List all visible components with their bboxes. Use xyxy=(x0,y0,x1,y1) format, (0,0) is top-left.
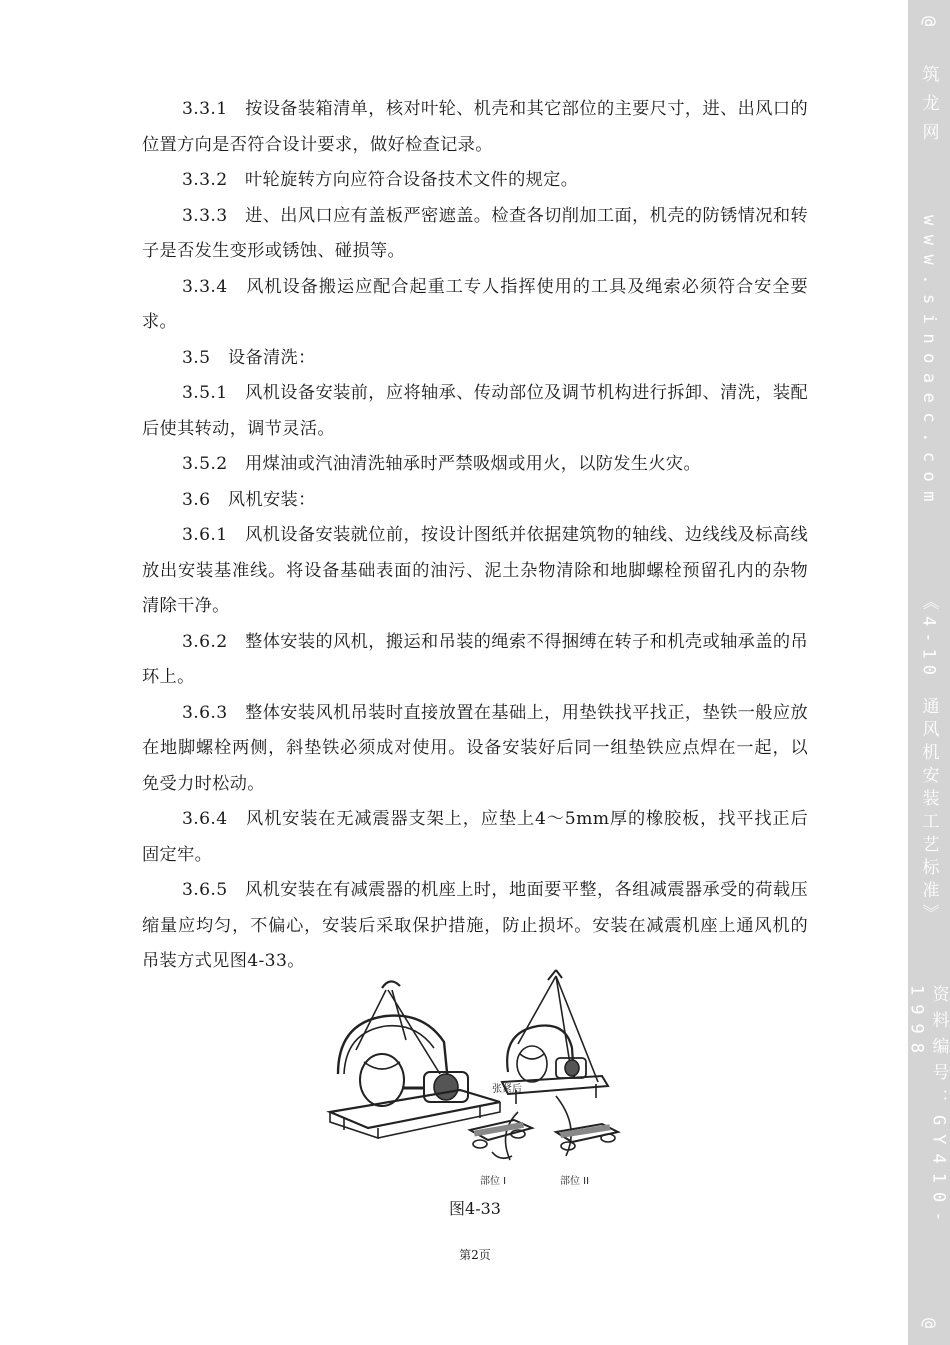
fan-hoisting-figure xyxy=(320,962,630,1192)
sidebar-at-bottom: @ xyxy=(919,1317,939,1329)
paragraph-3-3-1: 3.3.1 按设备装箱清单，核对叶轮、机壳和其它部位的主要尺寸，进、出风口的位置方向是否符合设计要求，做好检查记录。 xyxy=(142,99,808,155)
sidebar-doc-title: 《4-10 通风机安装工艺标准》 xyxy=(918,592,939,928)
sidebar-doc-code: 资料编号：GY410-1998 xyxy=(906,985,949,1231)
sidebar-brand: 筑龙网 xyxy=(918,64,939,152)
heading-3-6: 3.6 风机安装： xyxy=(182,489,316,510)
watermark-sidebar xyxy=(908,0,950,1345)
paragraph-3-6-1: 3.6.1 风机设备安装就位前，按设计图纸并依据建筑物的轴线、边线线及标高线放出安装基准线。将设备基础表面的油污、泥土杂物清除和地脚螺栓预留孔内的杂物清除干净。 xyxy=(142,525,808,616)
sidebar-url: www.sinoaec.com xyxy=(919,214,939,512)
paragraph-3-3-3: 3.3.3 进、出风口应有盖板严密遮盖。检查各切削加工面，机壳的防锈情况和转子是否发生变形或锈蚀、碰损等。 xyxy=(142,205,808,261)
page-number: 第2页 xyxy=(459,1248,491,1262)
figure-caption: 图4-33 xyxy=(449,1199,501,1218)
paragraph-3-3-4: 3.3.4 风机设备搬运应配合起重工专人指挥使用的工具及绳索必须符合安全要求。 xyxy=(142,276,808,332)
paragraph-3-3-2: 3.3.2 叶轮旋转方向应符合设备技术文件的规定。 xyxy=(182,170,579,190)
paragraph-3-6-3: 3.6.3 整体安装风机吊装时直接放置在基础上，用垫铁找平找正，垫铁一般应放在地脚螺栓两侧，斜垫铁必须成对使用。设备安装好后同一组垫铁应点焊在一起，以免受力时松动。 xyxy=(142,702,808,794)
paragraph-3-6-4: 3.6.4 风机安装在无减震器支架上，应垫上4～5mm厚的橡胶板，找平找正后固定牢。 xyxy=(142,809,808,865)
label-tension: 张紧后 xyxy=(492,1084,522,1095)
label-part-2: 部位 II xyxy=(560,1176,590,1187)
fan-hoisting-illustration xyxy=(320,962,630,1192)
paragraph-3-6-5: 3.6.5 风机安装在有减震器的机座上时，地面要平整，各组减震器承受的荷载压缩量应均匀，不偏心，安装后采取保护措施，防止损坏。安装在减震机座上通风机的吊装方式见图4-33。 xyxy=(142,880,808,971)
heading-3-5: 3.5 设备清洗： xyxy=(182,347,316,368)
document-body xyxy=(142,92,808,980)
paragraph-3-6-2: 3.6.2 整体安装的风机，搬运和吊装的绳索不得捆缚在转子和机壳或轴承盖的吊环上。 xyxy=(142,631,808,687)
paragraph-3-5-2: 3.5.2 用煤油或汽油清洗轴承时严禁吸烟或用火，以防发生火灾。 xyxy=(182,454,701,474)
sidebar-at-top: @ xyxy=(919,15,939,27)
label-part-1: 部位 I xyxy=(480,1176,507,1187)
paragraph-3-5-1: 3.5.1 风机设备安装前，应将轴承、传动部位及调节机构进行拆卸、清洗，装配后使其转动，调节灵活。 xyxy=(142,383,808,439)
